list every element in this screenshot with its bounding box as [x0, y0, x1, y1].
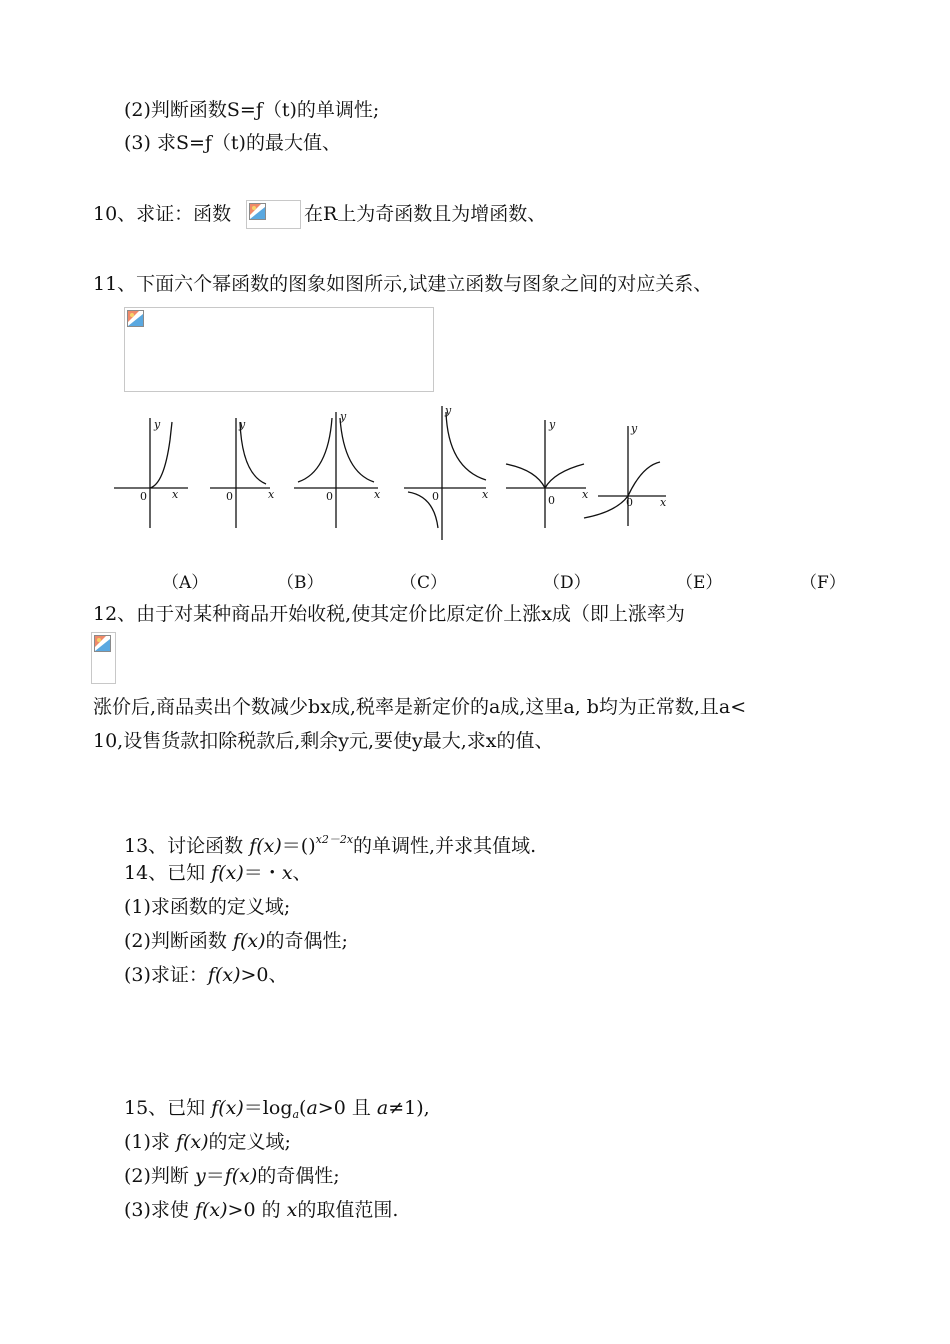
graph-f-y-label: y: [631, 422, 638, 435]
q15-part3-x: x: [286, 1199, 298, 1221]
q15-a2: a: [376, 1097, 389, 1119]
graph-d-x-label: x: [482, 488, 489, 501]
q15-suffix: ≠1),: [388, 1097, 430, 1119]
q14-text: [124, 861, 312, 885]
q15-log-base: a: [292, 1108, 300, 1121]
graph-b-x-label: x: [268, 488, 275, 501]
q14-x: x: [281, 862, 293, 884]
graph-caption-b: （B）: [277, 573, 324, 593]
q15-part1: [124, 1130, 291, 1154]
q15-log: ＝log: [243, 1097, 293, 1119]
q15-part3-suffix: 的取值范围.: [297, 1199, 399, 1221]
q15-part3-fx: f(x): [194, 1199, 228, 1221]
q14-part3-suffix: >0、: [240, 964, 288, 986]
broken-image-icon: [249, 203, 266, 220]
q15-fx: f(x): [211, 1097, 244, 1119]
graph-e-origin: 0: [548, 494, 555, 507]
graph-caption-e: （E）: [676, 573, 723, 593]
power-function-graphs: [108, 400, 678, 540]
graph-caption-a: （A）: [162, 573, 209, 593]
graph-c-y-label: y: [340, 410, 347, 423]
q15-text: [124, 1096, 430, 1127]
q15-part2: [124, 1164, 340, 1188]
graph-f-origin: 0: [626, 496, 633, 509]
q15-part3: [124, 1198, 398, 1222]
q11-functions-image: [124, 307, 434, 392]
graph-c-origin: 0: [326, 490, 333, 503]
graph-b-y-label: y: [239, 418, 246, 431]
q9-part3: (3) 求S=ƒ（t)的最大值、: [124, 132, 341, 154]
q14-part2: [124, 929, 348, 953]
q13-equals: ＝(): [281, 835, 316, 857]
q14-equals: ＝・: [243, 862, 282, 884]
broken-image-icon: [127, 310, 144, 327]
q15-part1-prefix: (1)求: [124, 1131, 176, 1153]
graph-d-y-label: y: [445, 404, 452, 417]
graph-d: [404, 406, 486, 540]
graph-e-x-label: x: [582, 488, 589, 501]
q11-text: 11、下面六个幂函数的图象如图所示,试建立函数与图象之间的对应关系、: [93, 273, 713, 295]
graph-c: [294, 412, 378, 528]
q13-suffix: 的单调性,并求其值域.: [353, 835, 537, 857]
q15-part3-prefix: (3)求使: [124, 1199, 195, 1221]
q15-part1-suffix: 的定义域;: [208, 1131, 291, 1153]
q12-line3: 10,设售货款扣除税款后,剩余y元,要使y最大,求x的值、: [93, 730, 554, 752]
graph-caption-c: （C）: [400, 573, 448, 593]
q15-condition: >0 且: [317, 1097, 377, 1119]
q12-formula-image: [91, 632, 116, 684]
q14-fx: f(x): [211, 862, 244, 884]
broken-image-icon: [94, 635, 111, 652]
q10-text-after: 在R上为奇函数且为增函数、: [304, 203, 547, 225]
graph-f-x-label: x: [660, 496, 667, 509]
q15-a1: a: [306, 1097, 318, 1119]
q10-text-before: 10、求证：函数: [93, 203, 232, 225]
q14-part2-prefix: (2)判断函数: [124, 930, 233, 952]
q15-part2-y: y: [194, 1165, 206, 1187]
graph-a-y-label: y: [154, 418, 161, 431]
graph-a-origin: 0: [140, 490, 147, 503]
graph-caption-d: （D）: [543, 573, 591, 593]
graph-e: [506, 420, 586, 528]
graph-c-x-label: x: [374, 488, 381, 501]
q13-prefix: 13、讨论函数: [124, 835, 250, 857]
q14-suffix: 、: [292, 862, 312, 884]
q15-part3-middle: >0 的: [227, 1199, 287, 1221]
q14-part2-fx: f(x): [232, 930, 266, 952]
graph-caption-f: （F）: [800, 573, 846, 593]
graph-d-origin: 0: [432, 490, 439, 503]
q15-paren: (: [299, 1097, 307, 1119]
q15-part1-fx: f(x): [175, 1131, 209, 1153]
graph-a-x-label: x: [172, 488, 179, 501]
q14-part1: (1)求函数的定义域;: [124, 896, 291, 918]
q14-part3-fx: f(x): [207, 964, 241, 986]
q13-exponent: x2－2x: [315, 833, 354, 846]
q10-formula-image: [246, 200, 301, 229]
q15-part2-fx: f(x): [224, 1165, 258, 1187]
q13-text: [124, 828, 536, 858]
q12-line2: 涨价后,商品卖出个数减少bx成,税率是新定价的a成,这里a, b均为正常数,且a<: [93, 696, 747, 718]
graph-b: [210, 418, 270, 528]
graph-e-y-label: y: [549, 418, 556, 431]
q15-part2-equals: ＝: [205, 1165, 225, 1187]
q13-fx: f(x): [249, 835, 282, 857]
q12-line1: 12、由于对某种商品开始收税,使其定价比原定价上涨x成（即上涨率为: [93, 603, 685, 625]
graph-a: [114, 418, 188, 528]
q15-part2-prefix: (2)判断: [124, 1165, 195, 1187]
q14-part3-prefix: (3)求证：: [124, 964, 208, 986]
q15-part2-suffix: 的奇偶性;: [257, 1165, 340, 1187]
q14-prefix: 14、已知: [124, 862, 212, 884]
q15-prefix: 15、已知: [124, 1097, 212, 1119]
graph-b-origin: 0: [226, 490, 233, 503]
q14-part2-suffix: 的奇偶性;: [265, 930, 348, 952]
q9-part2: (2)判断函数S=ƒ（t)的单调性;: [124, 99, 380, 121]
q14-part3: [124, 963, 288, 987]
graph-f: [584, 426, 666, 526]
